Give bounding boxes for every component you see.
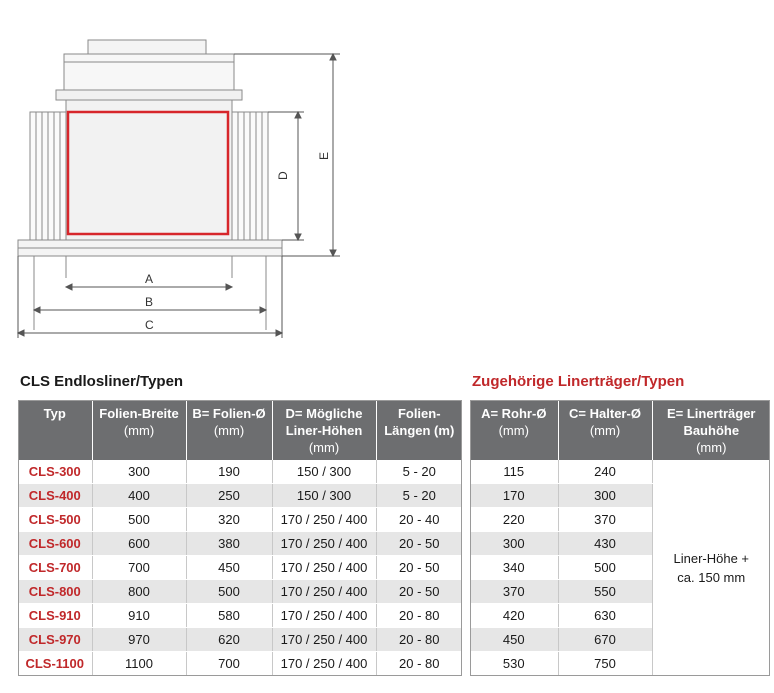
- header-liner-hoehen: D= Mögliche Liner-Höhen (mm): [272, 400, 376, 460]
- table-cell: 170 / 250 / 400: [272, 508, 376, 532]
- header-halter-durchmesser: C= Halter-Ø (mm): [558, 400, 652, 460]
- table-cell: 5 - 20: [376, 460, 462, 484]
- dim-label-e: E: [317, 151, 331, 160]
- table-cell: 670: [558, 628, 652, 652]
- table-row: [470, 460, 770, 484]
- table-cell: 250: [186, 484, 272, 508]
- drawing-upper-body: [64, 54, 234, 90]
- cls-types-heading: CLS Endlosliner/Typen: [20, 373, 184, 390]
- table-cell: 170 / 250 / 400: [272, 532, 376, 556]
- table-cell: 170 / 250 / 400: [272, 556, 376, 580]
- header-folien-durchmesser: B= Folien-Ø (mm): [186, 400, 272, 460]
- table-cell: 320: [186, 508, 272, 532]
- dim-label-c: C: [145, 318, 154, 332]
- table-row: [18, 508, 462, 532]
- type-cell: CLS-970: [18, 628, 92, 652]
- table-cell: 400: [92, 484, 186, 508]
- table-cell: 340: [470, 556, 558, 580]
- header-bauhoehe: E= Linerträger Bauhöhe (mm): [652, 400, 770, 460]
- type-cell: CLS-600: [18, 532, 92, 556]
- table-cell: 170 / 250 / 400: [272, 652, 376, 676]
- header-typ: Typ: [18, 400, 92, 460]
- table-cell: 970: [92, 628, 186, 652]
- liner-carrier-table: [470, 400, 770, 676]
- table-cell: 420: [470, 604, 558, 628]
- header-rohr-durchmesser: A= Rohr-Ø (mm): [470, 400, 558, 460]
- liner-carrier-heading: Zugehörige Linerträger/Typen: [472, 373, 685, 390]
- table-cell: 630: [558, 604, 652, 628]
- table-cell: 500: [186, 580, 272, 604]
- header-folien-laengen: Folien- Längen (m): [376, 400, 462, 460]
- table-cell: 500: [558, 556, 652, 580]
- type-cell: CLS-910: [18, 604, 92, 628]
- table-cell: 380: [186, 532, 272, 556]
- table-cell: 550: [558, 580, 652, 604]
- table-cell: 5 - 20: [376, 484, 462, 508]
- type-cell: CLS-500: [18, 508, 92, 532]
- table-cell: 170 / 250 / 400: [272, 580, 376, 604]
- table-cell: 150 / 300: [272, 484, 376, 508]
- table-row: [18, 460, 462, 484]
- type-cell: CLS-300: [18, 460, 92, 484]
- table-cell: 450: [470, 628, 558, 652]
- table-cell: 240: [558, 460, 652, 484]
- table-cell: 20 - 80: [376, 652, 462, 676]
- table-cell: 20 - 50: [376, 532, 462, 556]
- table-cell: 450: [186, 556, 272, 580]
- table-row: [18, 556, 462, 580]
- drawing-central-body: [66, 100, 232, 240]
- table-cell: 700: [186, 652, 272, 676]
- table-cell: 20 - 40: [376, 508, 462, 532]
- table-cell: 430: [558, 532, 652, 556]
- table-cell: 300: [92, 460, 186, 484]
- table-cell: 370: [558, 508, 652, 532]
- type-cell: CLS-800: [18, 580, 92, 604]
- table-cell: 170 / 250 / 400: [272, 628, 376, 652]
- table-row: [18, 652, 462, 676]
- table-cell: 170: [470, 484, 558, 508]
- dim-label-d: D: [276, 171, 290, 180]
- table-cell: 750: [558, 652, 652, 676]
- table-cell: 20 - 50: [376, 556, 462, 580]
- table-cell: 190: [186, 460, 272, 484]
- table-cell: 370: [470, 580, 558, 604]
- table-header-row: [470, 400, 770, 460]
- table-cell: 800: [92, 580, 186, 604]
- table-cell: 115: [470, 460, 558, 484]
- table-cell: 530: [470, 652, 558, 676]
- type-cell: CLS-1100: [18, 652, 92, 676]
- table-row: [18, 532, 462, 556]
- table-cell: 580: [186, 604, 272, 628]
- table-cell: 500: [92, 508, 186, 532]
- drawing-top-cap: [88, 40, 206, 54]
- table-cell: 700: [92, 556, 186, 580]
- table-cell: 600: [92, 532, 186, 556]
- table-cell: 220: [470, 508, 558, 532]
- table-row: [18, 484, 462, 508]
- table-cell: 620: [186, 628, 272, 652]
- dim-label-b: B: [145, 295, 154, 309]
- table-row: [18, 628, 462, 652]
- table-cell: 910: [92, 604, 186, 628]
- table-cell: 1100: [92, 652, 186, 676]
- header-folien-breite: Folien-Breite (mm): [92, 400, 186, 460]
- bauhoehe-merged-cell: Liner-Höhe + ca. 150 mm: [652, 460, 770, 676]
- table-cell: 20 - 50: [376, 580, 462, 604]
- table-header-row: [18, 400, 462, 460]
- drawing-collar: [56, 90, 242, 100]
- type-cell: CLS-400: [18, 484, 92, 508]
- dim-label-a: A: [145, 272, 154, 286]
- table-cell: 150 / 300: [272, 460, 376, 484]
- table-cell: 300: [470, 532, 558, 556]
- table-row: [18, 580, 462, 604]
- table-cell: 20 - 80: [376, 604, 462, 628]
- table-cell: 300: [558, 484, 652, 508]
- table-cell: 20 - 80: [376, 628, 462, 652]
- cls-types-table: [18, 400, 462, 676]
- type-cell: CLS-700: [18, 556, 92, 580]
- table-row: [18, 604, 462, 628]
- table-cell: 170 / 250 / 400: [272, 604, 376, 628]
